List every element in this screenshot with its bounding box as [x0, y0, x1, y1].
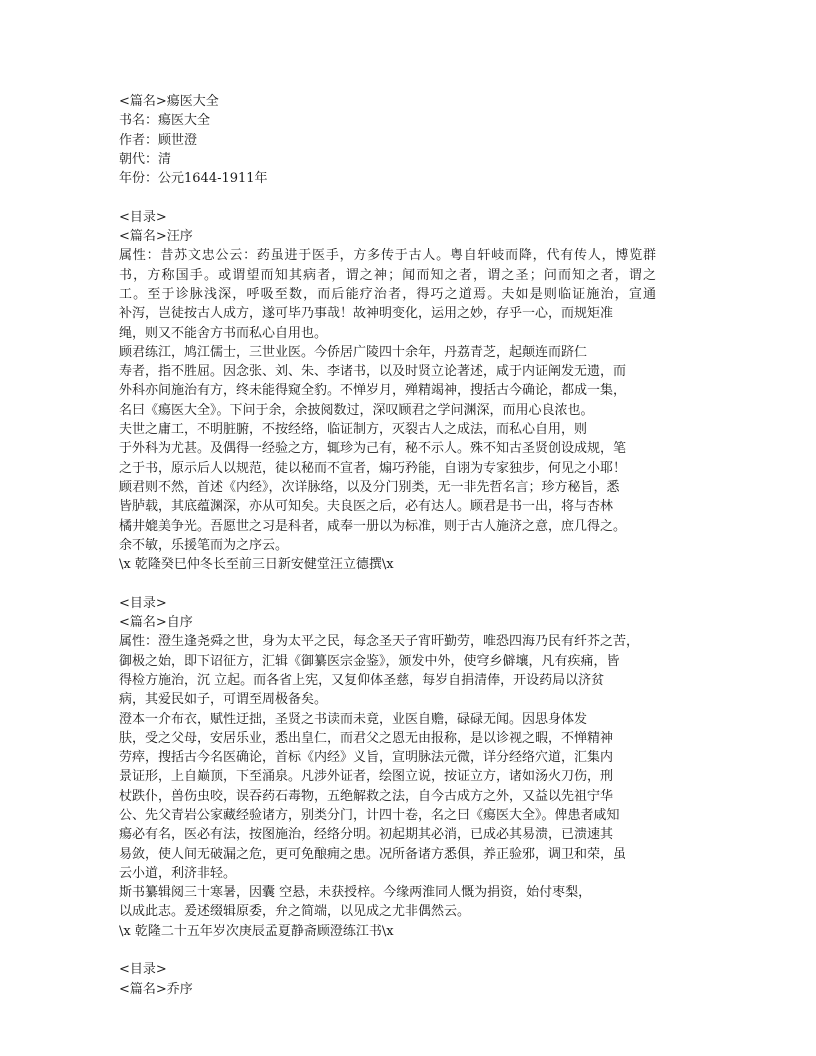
- toc-tag: <目录>: [119, 595, 167, 611]
- text-line: 绳，则又不能舍方书而私心自用也。: [119, 325, 328, 341]
- text-line: 外科亦间施治有方，终未能得窥全豹。不惮岁月，殚精竭神，搜括古今确论，都成一集，: [119, 383, 627, 399]
- text-line: 顾君则不然，首述《内经》，次详脉络，以及分门别类，无一非先哲名言；珍方秘旨，悉: [119, 479, 620, 495]
- year: 年份：公元1644-1911年: [119, 171, 268, 187]
- section-tag: <篇名>瘍医大全: [119, 94, 219, 109]
- section-title: <篇名>自序: [119, 615, 193, 631]
- section-title: <篇名>乔序: [119, 981, 193, 997]
- text-line: 病，其爱民如子，可谓至周极备矣。: [119, 692, 328, 708]
- text-line: 云小道，利济非轻。: [119, 865, 237, 881]
- signature-line: \x 乾隆二十五年岁次庚辰孟夏静斋顾澄练江书\x: [119, 923, 394, 939]
- toc-tag: <目录>: [119, 962, 167, 978]
- text-line: 皆胪载，其底蕴渊深，亦从可知矣。夫良医之后，必有达人。顾君是书一出，将与杏林: [119, 499, 614, 515]
- text-line: 橘井媲美争光。吾愿世之习是科者，咸奉一册以为标准，则于古人施济之意，庶几得之。: [119, 518, 627, 534]
- text-line: 工。至于诊脉浅深，呼吸至数，而后能疗治者，得巧之道焉。夫如是则临证施治，宣通: [119, 286, 656, 302]
- spacer: [119, 188, 699, 207]
- text-line: 御极之始，即下诏征方，汇辑《御纂医宗金鉴》，颁发中外，使穹乡僻壤，凡有疾痛，皆: [119, 653, 620, 669]
- spacer: [119, 574, 699, 593]
- signature-line: \x 乾隆癸巳仲冬长至前三日新安健堂汪立德撰\x: [119, 557, 394, 573]
- text-line: 于外科为尤甚。及偶得一经验之方，辄珍为己有，秘不示人。殊不知古圣贤创设成规，笔: [119, 441, 627, 457]
- text-line: 之于书，原示后人以规范，徒以秘而不宣者，煽巧矜能，自诩为专家独步，何见之小耶！: [119, 460, 627, 476]
- text-line: 景证形，上自巅顶，下至涌泉。凡涉外证者，绘图立说，按证立方，诸如汤火刀伤，刑: [119, 769, 614, 785]
- text-line: 补泻，岂徒按古人成方，遂可毕乃事哉！故神明变化，运用之妙，存乎一心，而规矩准: [119, 306, 614, 322]
- spacer: [119, 941, 699, 960]
- text-line: 顾君练江，鸠江儒士，三世业医。今侨居广陵四十余年，丹荔青芝，起颠连而跻仁: [119, 344, 588, 360]
- text-line: 属性：澄生逢尧舜之世，身为太平之民，每念圣天子宵旰勤劳，唯恐四海乃民有纤芥之苦，: [119, 634, 640, 650]
- text-line: 得检方施治，沉 立起。而各省上宪，又复仰体圣慈，每岁自捐清俸，开设药局以济贫: [119, 672, 605, 688]
- text-line: 属性：昔苏文忠公云：药虽进于医手，方多传于古人。粤自轩岐而降，代有传人，博览群: [119, 248, 656, 264]
- text-line: 澄本一介布衣，赋性迂拙，圣贤之书读而未竟，业医自赡，碌碌无闻。因思身体发: [119, 711, 588, 727]
- document-page: [119, 92, 699, 999]
- text-line: 夫世之庸工，不明脏腑，不按经络，临证制方，灭裂古人之成法，而私心自用，则: [119, 422, 588, 438]
- toc-tag: <目录>: [119, 209, 167, 225]
- section-title: <篇名>汪序: [119, 229, 193, 245]
- text-line: 瘍必有名，医必有法，按图施治，经络分明。初起期其必消，已成必其易溃，已溃速其: [119, 827, 614, 843]
- text-line: 以成此志。爰述缀辑原委，弁之简端，以见成之尤非偶然云。: [119, 904, 471, 920]
- book-name: 书名：瘍医大全: [119, 113, 211, 129]
- text-line: 肤，受之父母，安居乐业，悉出皇仁，而君父之恩无由报称，是以诊视之暇，不惮精神: [119, 730, 614, 746]
- text-line: 斯书纂辑阅三十寒暑，因囊 空悬，未获授梓。今缘两淮同人慨为捐资，始付枣梨，: [119, 885, 592, 901]
- text-line: 公、先父青岩公家藏经验诸方，别类分门，计四十卷，名之曰《瘍医大全》。俾患者咸知: [119, 807, 620, 823]
- text-line: 余不敏，乐援笔而为之序云。: [119, 537, 289, 553]
- text-line: 杖跌仆，兽伤虫咬，误吞药石毒物，五绝解救之法，自今古成方之外，又益以先祖宁华: [119, 788, 614, 804]
- dynasty: 朝代：清: [119, 151, 172, 167]
- text-line: 易敛，使人间无破漏之危，更可免酿痈之患。况所备诸方悉俱，养正验邪，调卫和荣，虽: [119, 846, 627, 862]
- text-line: 寿者，指不胜屈。因念张、刘、朱、李诸书，以及时贤立论著述，咸于内证阐发无遗，而: [119, 364, 627, 380]
- author: 作者：顾世澄: [119, 132, 198, 148]
- text-line: 名曰《瘍医大全》。下问于余，余披阅数过，深叹顾君之学问渊深，而用心良浓也。: [119, 402, 594, 418]
- text-line: 书，方称国手。或谓望而知其病者，谓之神；闻而知之者，谓之圣；问而知之者，谓之: [119, 267, 656, 283]
- text-line: 劳瘁，搜括古今名医确论，首标《内经》义旨，宣明脉法元微，详分经络穴道，汇集内: [119, 750, 614, 766]
